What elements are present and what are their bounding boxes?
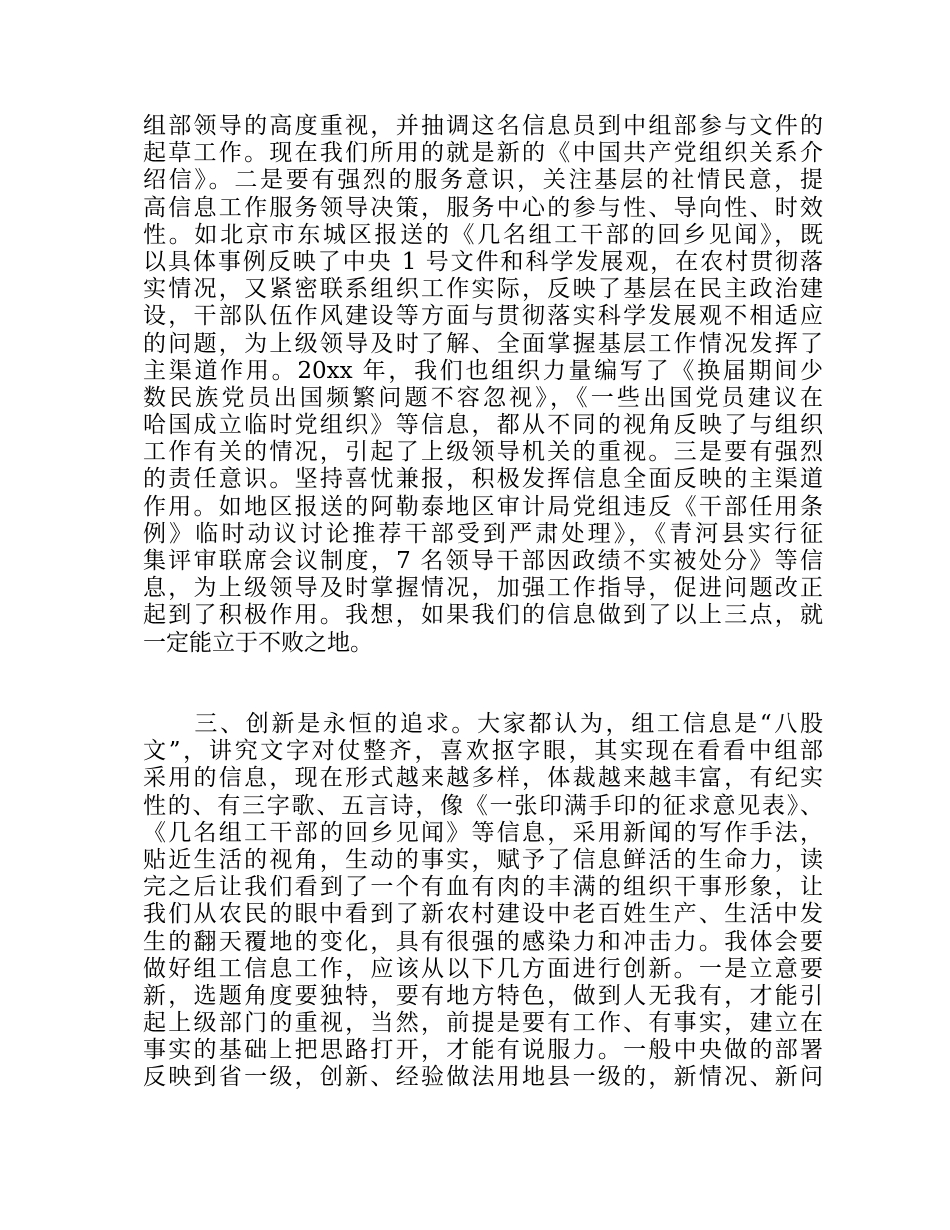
- text-line: 性的、有三字歌、五言诗，像《一张印满手印的征求意见表》、: [143, 792, 823, 819]
- text-line: 例》临时动议讨论推荐干部受到严肃处理》，《青河县实行征: [143, 520, 823, 547]
- text-line: 起草工作。现在我们所用的就是新的《中国共产党组织关系介: [143, 140, 823, 167]
- text-line: 的责任意识。坚持喜忧兼报，积极发挥信息全面反映的主渠道: [143, 466, 823, 493]
- text-line: 以具体事例反映了中央 1 号文件和科学发展观，在农村贯彻落: [143, 248, 823, 275]
- text-line: 工作有关的情况，引起了上级领导机关的重视。三是要有强烈: [143, 439, 823, 466]
- text-line: 实情况，又紧密联系组织工作实际，反映了基层在民主政治建: [143, 276, 823, 303]
- paragraph-2: [143, 711, 823, 1092]
- text-line: 息，为上级领导及时掌握情况，加强工作指导，促进问题改正: [143, 575, 823, 602]
- text-line: 反映到省一级，创新、经验做法用地县一级的，新情况、新问: [143, 1064, 823, 1091]
- text-line: 一定能立于不败之地。: [143, 629, 373, 656]
- text-line: 的问题，为上级领导及时了解、全面掌握基层工作情况发挥了: [143, 330, 823, 357]
- text-line: 起到了积极作用。我想，如果我们的信息做到了以上三点，就: [143, 602, 823, 629]
- text-line: 设，干部队伍作风建设等方面与贯彻落实科学发展观不相适应: [143, 303, 823, 330]
- text-line: 我们从农民的眼中看到了新农村建设中老百姓生产、生活中发: [143, 901, 823, 928]
- text-line: 起上级部门的重视，当然，前提是要有工作、有事实，建立在: [143, 1010, 823, 1037]
- text-line: 《几名组工干部的回乡见闻》等信息，采用新闻的写作手法，: [143, 819, 823, 846]
- text-line: 高信息工作服务领导决策，服务中心的参与性、导向性、时效: [143, 194, 823, 221]
- text-line: 新，选题角度要独特，要有地方特色，做到人无我有，才能引: [143, 982, 823, 1009]
- text-line: 组部领导的高度重视，并抽调这名信息员到中组部参与文件的: [143, 113, 823, 139]
- text-line: 主渠道作用。20xx 年，我们也组织力量编写了《换届期间少: [143, 357, 823, 384]
- text-line: 事实的基础上把思路打开，才能有说服力。一般中央做的部署: [143, 1037, 823, 1064]
- text-line: 哈国成立临时党组织》等信息，都从不同的视角反映了与组织: [143, 412, 823, 439]
- text-line: 三、创新是永恒的追求。大家都认为，组工信息是“八股: [143, 711, 823, 737]
- text-line: 作用。如地区报送的阿勒泰地区审计局党组违反《干部任用条: [143, 493, 823, 520]
- text-line: 完之后让我们看到了一个有血有肉的丰满的组织干事形象，让: [143, 874, 823, 901]
- text-line: 数民族党员出国频繁问题不容忽视》，《一些出国党员建议在: [143, 384, 823, 411]
- text-line: 绍信》。二是要有强烈的服务意识，关注基层的社情民意，提: [143, 167, 823, 194]
- text-line: 性。如北京市东城区报送的《几名组工干部的回乡见闻》，既: [143, 221, 823, 248]
- text-line: 做好组工信息工作，应该从以下几方面进行创新。一是立意要: [143, 955, 823, 982]
- paragraph-1: [143, 113, 823, 657]
- text-line: 生的翻天覆地的变化，具有很强的感染力和冲击力。我体会要: [143, 928, 823, 955]
- text-line: 贴近生活的视角，生动的事实，赋予了信息鲜活的生命力，读: [143, 846, 823, 873]
- text-line: 集评审联席会议制度，7 名领导干部因政绩不实被处分》等信: [143, 548, 823, 574]
- text-line: 采用的信息，现在形式越来越多样，体裁越来越丰富，有纪实: [143, 765, 823, 792]
- text-line: 文”，讲究文字对仗整齐，喜欢抠字眼，其实现在看看中组部: [143, 738, 823, 765]
